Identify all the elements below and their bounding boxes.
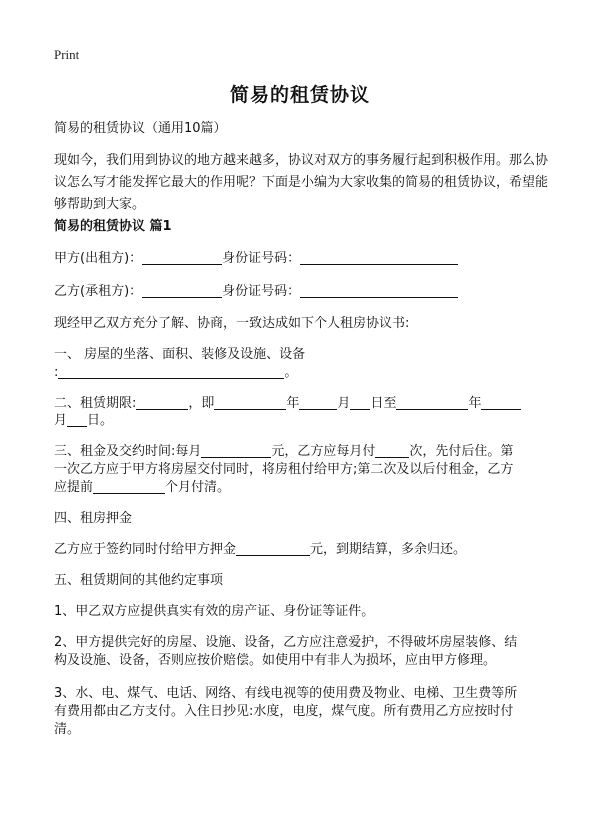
party-b-label: 乙方(承租方)： [54, 284, 143, 299]
party-a-line [54, 248, 554, 270]
clause3-pay-label: 元，乙方应每月付 [271, 444, 376, 459]
clause3-advance-blank [93, 479, 165, 494]
party-b-name-blank [142, 283, 222, 298]
clause4-line [54, 539, 554, 561]
party-a-id-blank [300, 250, 458, 265]
clause2-start-month-blank [299, 395, 337, 410]
clause5-heading: 五、租赁期间的其他约定事项 [54, 573, 224, 588]
clause2-end-year: 年 [468, 396, 482, 411]
clause2-term-blank [136, 395, 188, 410]
party-b-line [54, 281, 554, 303]
clause4-deposit-blank [236, 541, 310, 556]
clause1-blank [58, 364, 284, 379]
clause3-advance-suffix: 个月付清。 [165, 480, 231, 495]
clause1-heading: 一、 房屋的坐落、面积、装修及设施、设备 [54, 347, 306, 362]
clause2-end-month: 月 [54, 413, 68, 428]
clause3-line2: 一次乙方应于甲方将房屋交付同时，将房租付给甲方;第二次及以后付租金，乙方 [54, 462, 514, 477]
party-b-id-label: 身份证号码： [222, 284, 301, 299]
clause5-item3-line2: 有费用都由乙方支付。入住日抄见:水度，电度，煤气度。所有费用乙方应按时付 [54, 704, 514, 719]
clause5-item3-line1: 3、水、电、煤气、电话、网络、有线电视等的使用费及物业、电梯、卫生费等所 [54, 686, 518, 701]
clause3-rent-blank [201, 443, 271, 458]
clause2-to: 日至 [370, 396, 397, 411]
clause2-line2 [54, 410, 554, 432]
clause1-prefix: : [54, 365, 59, 380]
party-a-label: 甲方(出租方)： [54, 251, 143, 266]
clause5-item3-line3: 清。 [54, 722, 81, 737]
clause1-line [54, 362, 554, 384]
clause3-times-blank [375, 443, 409, 458]
clause4-deposit-label: 乙方应于签约同时付给甲方押金 [54, 542, 237, 557]
clause3-line3 [54, 477, 554, 499]
clause1-suffix: 。 [284, 365, 298, 380]
clause3-times-suffix: 次，先付后住。第 [409, 444, 514, 459]
clause2-month: 月 [337, 396, 351, 411]
print-link[interactable]: Print [54, 47, 80, 62]
clause5-item2-line2: 构及设施、设备，否则应按价赔偿。如使用中有非人为损坏，应由甲方修理。 [54, 653, 497, 668]
document-title: 简易的租赁协议 [229, 84, 370, 106]
clause2-start-day-blank [350, 395, 370, 410]
clause2-end-day: 日。 [87, 413, 114, 428]
clause2-start-year-blank [214, 395, 286, 410]
section-heading: 简易的租赁协议 篇1 [54, 219, 172, 234]
subtitle: 简易的租赁协议（通用10篇） [54, 121, 227, 136]
clause2-end-year-blank [396, 395, 468, 410]
party-b-id-blank [300, 283, 458, 298]
clause2-term-label: 二、租赁期限: [54, 396, 137, 411]
clause3-rent-label: 三、租金及交约时间:每月 [54, 444, 202, 459]
clause2-end-month-blank [481, 395, 521, 410]
clause4-heading: 四、租房押金 [54, 511, 133, 526]
clause3-advance-label: 应提前 [54, 480, 94, 495]
consensus-text: 现经甲乙双方充分了解、协商，一致达成如下个人租房协议书: [54, 316, 410, 331]
clause5-item1: 1、甲乙双方应提供真实有效的房产证、身份证等证件。 [54, 604, 375, 619]
clause2-from: ，即 [188, 396, 215, 411]
clause4-deposit-suffix: 元，到期结算，多余归还。 [310, 542, 467, 557]
party-a-name-blank [142, 250, 222, 265]
clause5-item2-line1: 2、甲方提供完好的房屋、设施、设备，乙方应注意爱护，不得破坏房屋装修、结 [54, 635, 518, 650]
party-a-id-label: 身份证号码： [222, 251, 301, 266]
clause2-year: 年 [286, 396, 300, 411]
clause2-end-day-blank [67, 412, 87, 427]
intro-paragraph: 现如今，我们用到协议的地方越来越多，协议对双方的事务履行起到积极作用。那么协议怎么写才能发挥它最大的作用呢？下面是小编为大家收集的简易的租赁协议，希望能够帮助到大家。 [54, 153, 549, 212]
